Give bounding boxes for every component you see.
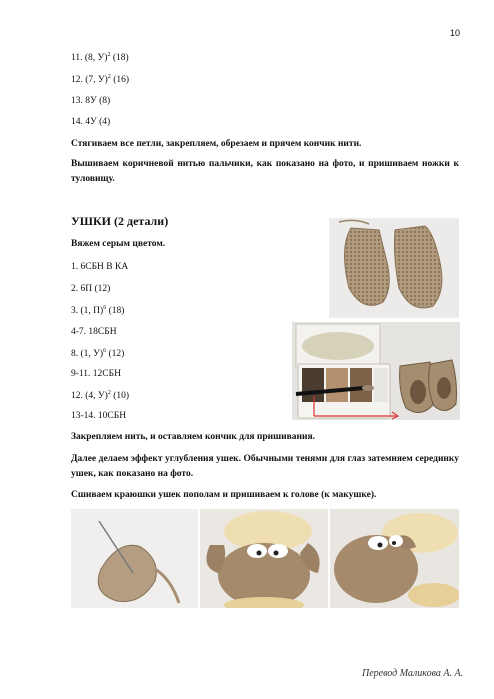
photo-two-ears (329, 218, 459, 318)
photo-ear-with-needle (71, 509, 198, 608)
photo-sheep-head-side (330, 509, 459, 608)
ear-row-1: 1. 6СБН В КА (71, 262, 129, 272)
paragraph-deepen: Далее делаем эффект углубления ушек. Обычными тенями для глаз затемняем серединку ушек, как показано на фото. (71, 454, 459, 479)
row-13: 13. 8У (8) (71, 96, 111, 106)
paragraph-sew: Сшиваем краюшки ушек пополам и пришиваем к голове (к макушке). (71, 490, 377, 500)
ear-row-4-7: 4-7. 18СБН (71, 327, 117, 337)
ear-row-9-11: 9-11. 12СБН (71, 369, 121, 379)
row-12: 12. (7, У)$^2$ (16) (71, 74, 130, 86)
paragraph-embroider: Вышиваем коричневой нитью пальчики, как показано на фото, и пришиваем ножки к туловищу. (71, 159, 459, 184)
photo-eyeshadow-palette (292, 322, 460, 420)
row-14: 14. 4У (4) (71, 117, 111, 127)
footer-translator: Перевод Маликова А. А. (362, 668, 464, 679)
ear-row-3: 3. (1, П)$^6$ (18) (71, 305, 125, 317)
ear-row-12: 12. (4, У)$^2$ (10) (71, 390, 130, 402)
knit-color-note: Вяжем серым цветом. (71, 239, 166, 249)
ear-row-8: 8. (1, У)$^6$ (12) (71, 348, 125, 360)
ear-row-13-14: 13-14. 10СБН (71, 411, 127, 421)
paragraph-fasten: Закрепляем нить, и оставляем кончик для пришивания. (71, 432, 315, 442)
photo-sheep-head-front (200, 509, 328, 608)
paragraph-tighten: Стягиваем все петли, закрепляем, обрезаем и прячем кончик нити. (71, 139, 362, 149)
page-number: 10 (449, 28, 460, 38)
section-title: УШКИ (2 детали) (71, 214, 169, 228)
ear-row-2: 2. 6П (12) (71, 284, 111, 294)
row-11: 11. (8, У)$^2$ (18) (71, 52, 129, 64)
